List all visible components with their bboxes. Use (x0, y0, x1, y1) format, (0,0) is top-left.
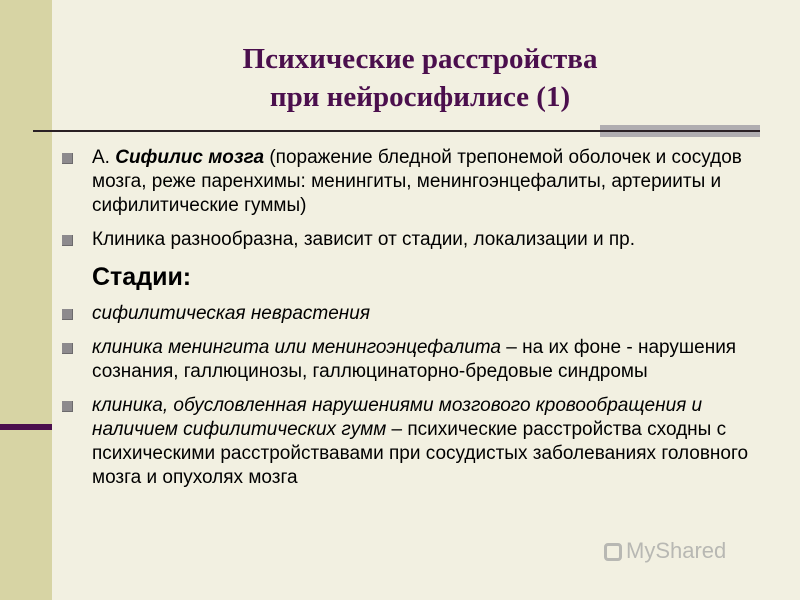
slide-title (120, 40, 720, 116)
square-bullet-icon (62, 401, 73, 412)
list-item-text (92, 146, 782, 218)
list-item-stage-3 (62, 394, 782, 490)
stage-emphasis: клиника менингита или менингоэнцефалита (92, 337, 501, 358)
list-item-text (92, 302, 782, 326)
square-bullet-icon (62, 343, 73, 354)
list-item-stage-1 (62, 302, 782, 326)
square-bullet-icon (62, 235, 73, 246)
left-accent-bar (0, 424, 52, 430)
list-item-clinic (62, 228, 782, 252)
watermark-text: MyShared (626, 538, 727, 563)
item-prefix: А. (92, 147, 116, 168)
title-divider (33, 130, 760, 132)
slide-content (62, 146, 782, 500)
slide-title-line-2: при нейросифилисе (1) (269, 81, 571, 113)
square-bullet-icon (62, 309, 73, 320)
slide-title-line-1: Психические расстройства (242, 43, 598, 75)
watermark-logo (604, 538, 726, 564)
list-item-text (92, 336, 782, 384)
item-body: (поражение бледной трепонемой оболочек и сосудов мозга, реже паренхимы: менингиты, менингоэнцефалиты, артерииты и сифилитические гуммы) (92, 147, 742, 216)
stage-emphasis: клиника, обусловленная нарушениями мозгового кровообращения и наличием сифилитических гумм (92, 395, 703, 440)
stages-heading: Стадии: (92, 263, 192, 291)
left-decorative-band (0, 0, 52, 600)
list-item-text (92, 394, 782, 490)
watermark-logo-icon (604, 543, 622, 561)
stage-emphasis: сифилитическая неврастения (92, 303, 370, 324)
stage-body: – психические расстройства сходны с психическими расстройствавами при сосудистых заболеваниях головного мозга и опухолях мозга (92, 419, 749, 488)
square-bullet-icon (62, 153, 73, 164)
list-item-syphilis-brain (62, 146, 782, 218)
item-emphasis: Сифилис мозга (115, 147, 265, 168)
list-item-stage-2 (62, 336, 782, 384)
stage-body: – на их фоне - нарушения сознания, галлюцинозы, галлюцинаторно-бредовые синдромы (92, 337, 737, 382)
list-item-text: Клиника разнообразна, зависит от стадии, локализации и пр. (92, 229, 636, 250)
